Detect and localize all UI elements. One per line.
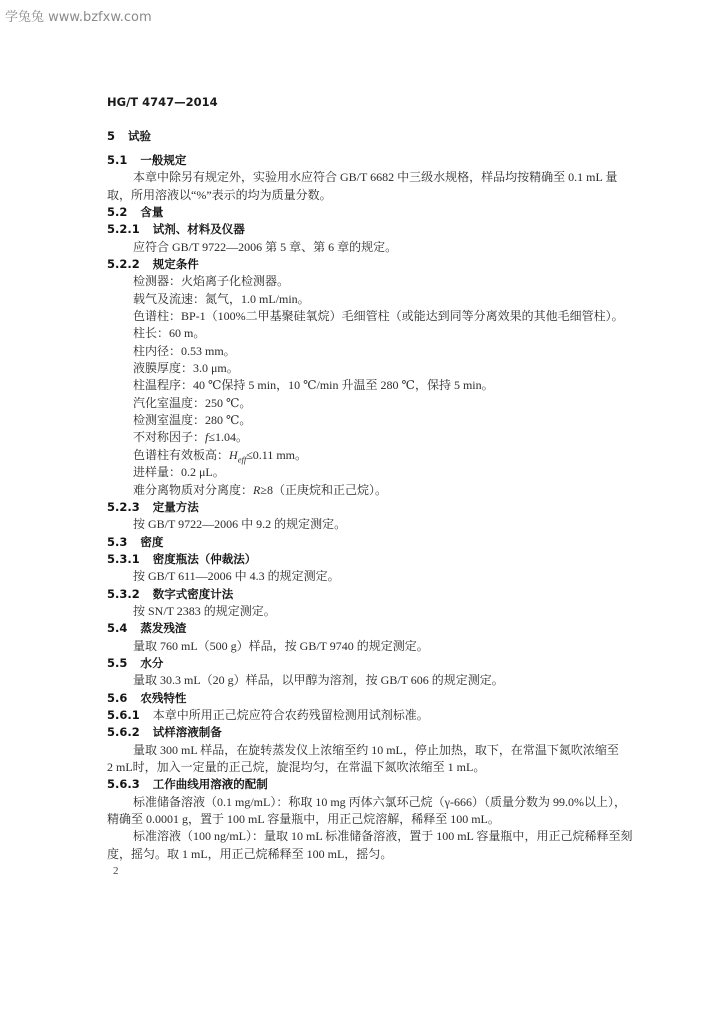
text-segment: 难分离物质对分离度： xyxy=(133,482,254,497)
section-number: 5.6.3 xyxy=(107,777,140,792)
section-heading xyxy=(107,620,647,637)
section-number: 5.6.1 xyxy=(107,707,140,722)
section-heading xyxy=(107,221,647,238)
paragraph-line: 按 GB/T 611—2006 中 4.3 的规定测定。 xyxy=(133,569,340,584)
section-number: 5 xyxy=(107,129,116,143)
paragraph-line: 应符合 GB/T 9722—2006 第 5 章、第 6 章的规定。 xyxy=(133,239,398,254)
section-heading xyxy=(107,586,647,603)
section-heading xyxy=(107,204,647,221)
text-segment: 不对称因子： xyxy=(133,430,206,445)
paragraph-line: 色谱柱：BP-1（100%二甲基聚硅氧烷）毛细管柱（或能达到同等分离效果的其他毛细管柱）。 xyxy=(133,309,624,324)
page-number: 2 xyxy=(113,865,119,878)
document-body xyxy=(107,128,647,880)
paragraph-line: 检测器：火焰离子化检测器。 xyxy=(133,274,290,289)
section-heading xyxy=(107,655,647,672)
section-title: 试验 xyxy=(128,129,152,143)
section-title: 蒸发残渣 xyxy=(140,621,187,636)
text-segment: ≤1.04。 xyxy=(208,430,248,445)
standard-code-header: HG/T 4747—2014 xyxy=(107,95,218,109)
paragraph-line: 进样量：0.2 μL。 xyxy=(133,465,225,480)
section-heading xyxy=(107,499,647,516)
paragraph-line: 精确至 0.0001 g，置于 100 mL 容量瓶中，用正己烷溶解，稀释至 100 mL。 xyxy=(107,812,500,827)
section-number: 5.2.3 xyxy=(107,499,140,514)
symbol-segment: eff xyxy=(237,454,247,465)
paragraph-line xyxy=(107,482,647,499)
section-number: 5.2.2 xyxy=(107,257,140,272)
section-heading xyxy=(107,534,647,551)
section-number: 5.2 xyxy=(107,205,128,220)
section-heading xyxy=(107,776,647,793)
section-title: 一般规定 xyxy=(140,152,187,167)
site-watermark: 学兔兔 www.bzfxw.com xyxy=(5,10,152,25)
paragraph-line: 按 SN/T 2383 的规定测定。 xyxy=(133,603,276,618)
section-number: 5.5 xyxy=(107,655,128,670)
section-heading xyxy=(107,724,647,741)
paragraph-line: 柱长：60 m。 xyxy=(133,326,206,341)
section-heading xyxy=(107,152,647,169)
section-heading xyxy=(107,128,647,145)
paragraph-line: 液膜厚度：3.0 μm。 xyxy=(133,361,239,376)
section-heading xyxy=(107,551,647,568)
paragraph-line: 载气及流速：氮气，1.0 mL/min。 xyxy=(133,291,310,306)
section-inline-text: 本章中所用正己烷应符合农药残留检测用试剂标准。 xyxy=(152,707,429,722)
section-title: 密度瓶法（仲裁法） xyxy=(152,551,257,566)
section-title: 规定条件 xyxy=(152,257,199,272)
section-number: 5.3.1 xyxy=(107,551,140,566)
section-title: 定量方法 xyxy=(152,499,199,514)
section-title: 试剂、材料及仪器 xyxy=(152,222,245,237)
symbol-segment: H xyxy=(229,447,238,462)
paragraph-line: 量取 300 mL 样品，在旋转蒸发仪上浓缩至约 10 mL，停止加热，取下，在常温下氮吹浓缩至 xyxy=(133,742,619,757)
paragraph-line: 2 mL时，加入一定量的正己烷，旋混均匀，在常温下氮吹浓缩至 1 mL。 xyxy=(107,760,486,775)
symbol-segment: f xyxy=(205,430,209,445)
paragraph-line: 柱温程序：40 ℃保持 5 min，10 ℃/min 升温至 280 ℃，保持 5 min。 xyxy=(133,378,494,393)
paragraph-line: 本章中除另有规定外，实验用水应符合 GB/T 6682 中三级水规格，样品均按精确至 0.1 mL 量 xyxy=(133,170,618,185)
section-title: 含量 xyxy=(140,205,164,220)
section-title: 密度 xyxy=(140,534,164,549)
section-number: 5.4 xyxy=(107,621,128,636)
paragraph-line: 量取 760 mL（500 g）样品，按 GB/T 9740 的规定测定。 xyxy=(133,638,429,653)
section-number: 5.3.2 xyxy=(107,586,140,601)
paragraph-line: 汽化室温度：250 ℃。 xyxy=(133,395,252,410)
text-segment: ≥8（正庚烷和正己烷）。 xyxy=(260,482,387,497)
section-number: 5.3 xyxy=(107,534,128,549)
section-number: 5.6.2 xyxy=(107,725,140,740)
section-title: 水分 xyxy=(140,655,164,670)
section-heading xyxy=(107,707,647,724)
section-number: 5.2.1 xyxy=(107,222,140,237)
symbol-segment: R xyxy=(253,482,261,497)
text-segment: 色谱柱有效板高： xyxy=(133,447,230,462)
section-title: 试样溶液制备 xyxy=(152,725,222,740)
section-title: 数字式密度计法 xyxy=(152,586,234,601)
paragraph-line: 按 GB/T 9722—2006 中 9.2 的规定测定。 xyxy=(133,517,347,532)
paragraph-line xyxy=(107,429,647,446)
paragraph-line xyxy=(107,447,647,464)
text-segment: ≤0.11 mm。 xyxy=(246,447,307,462)
paragraph-line: 量取 30.3 mL（20 g）样品，以甲醇为溶剂，按 GB/T 606 的规定测定。 xyxy=(133,673,504,688)
section-title: 农残特性 xyxy=(140,690,187,705)
section-heading xyxy=(107,256,647,273)
paragraph-line: 度，摇匀。取 1 mL，用正己烷稀释至 100 mL，摇匀。 xyxy=(107,846,393,861)
paragraph-line: 柱内径：0.53 mm。 xyxy=(133,343,236,358)
paragraph-line: 标准储备溶液（0.1 mg/mL）：称取 10 mg 丙体六氯环己烷（γ-666）（质量分数为 99.0%以上）， xyxy=(133,794,626,809)
section-title: 工作曲线用溶液的配制 xyxy=(152,777,268,792)
paragraph-line: 取，所用溶液以“%”表示的均为质量分数。 xyxy=(107,187,332,202)
section-number: 5.1 xyxy=(107,152,128,167)
section-number: 5.6 xyxy=(107,690,128,705)
paragraph-line: 标准溶液（100 ng/mL）：量取 10 mL 标准储备溶液，置于 100 mL 容量瓶中，用正己烷稀释至刻 xyxy=(133,829,633,844)
paragraph-line: 检测室温度：280 ℃。 xyxy=(133,413,252,428)
section-heading xyxy=(107,690,647,707)
